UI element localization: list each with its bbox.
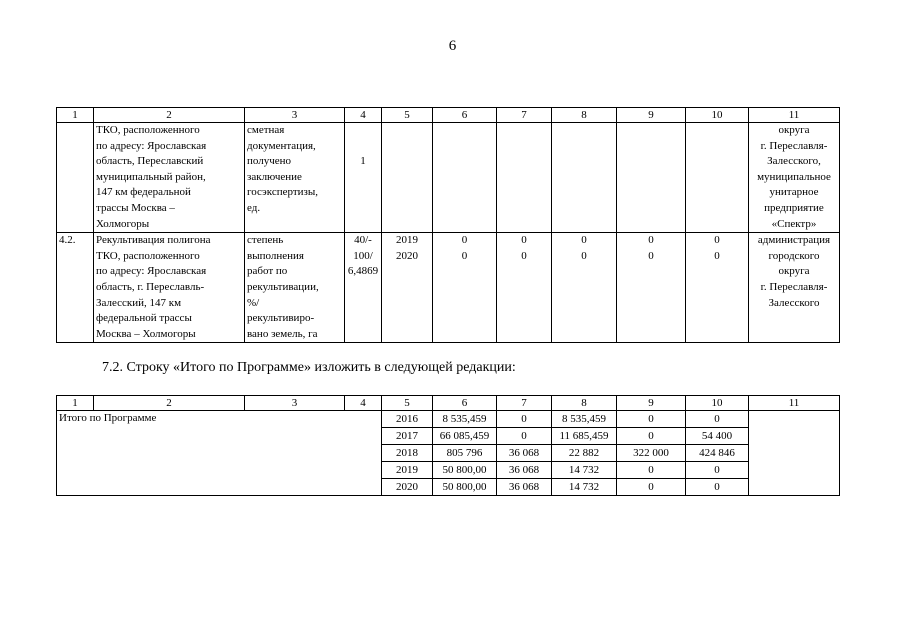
column-header: 2	[94, 396, 245, 411]
column-header: 3	[245, 396, 345, 411]
amount-cell: 0	[617, 428, 686, 445]
amount-cell: 54 400	[686, 428, 749, 445]
year-cell: 2019	[382, 462, 433, 479]
table-header-row	[57, 108, 840, 123]
column-header: 6	[433, 108, 497, 123]
amount-cell: 424 846	[686, 445, 749, 462]
amount-cell: 22 882	[552, 445, 617, 462]
column-header: 5	[382, 396, 433, 411]
column-header: 6	[433, 396, 497, 411]
table-header-row	[57, 396, 840, 411]
column-header: 11	[749, 396, 840, 411]
amount-cell: 0	[686, 411, 749, 428]
year-cell: 2020	[382, 479, 433, 496]
program-activities-table	[56, 107, 840, 343]
amount-cell: 11 685,459	[552, 428, 617, 445]
activity-name-cell: Рекультивация полигона ТКО, расположенного по адресу: Ярославская область, г. Переславль- Залесский, 147 км федеральной трассы Москва – Холмогоры	[94, 233, 245, 343]
year-cell: 2017	[382, 428, 433, 445]
table-row	[57, 123, 840, 233]
column-header: 1	[57, 108, 94, 123]
column-header: 11	[749, 108, 840, 123]
amount-cell: 0	[686, 462, 749, 479]
amount-cell	[617, 123, 686, 233]
row-number-cell	[57, 123, 94, 233]
year-cell: 2018	[382, 445, 433, 462]
amount-cell: 36 068	[497, 462, 552, 479]
amount-cell	[433, 123, 497, 233]
column-header: 8	[552, 396, 617, 411]
amount-cell: 0	[617, 411, 686, 428]
column-header: 10	[686, 396, 749, 411]
year-cell: 2016	[382, 411, 433, 428]
executor-cell: округа г. Переславля- Залесского, муниципальное унитарное предприятие «Спектр»	[749, 123, 840, 233]
amount-cell: 14 732	[552, 462, 617, 479]
amount-cell	[686, 123, 749, 233]
amount-cell: 8 535,459	[552, 411, 617, 428]
amount-cell: 0 0	[617, 233, 686, 343]
amount-cell: 0	[617, 479, 686, 496]
amount-cell: 0 0	[552, 233, 617, 343]
amount-cell: 805 796	[433, 445, 497, 462]
amount-cell: 50 800,00	[433, 462, 497, 479]
column-header: 5	[382, 108, 433, 123]
amount-cell: 0	[497, 428, 552, 445]
column-header: 1	[57, 396, 94, 411]
amount-cell: 0	[617, 462, 686, 479]
column-header: 7	[497, 108, 552, 123]
year-cell: 2019 2020	[382, 233, 433, 343]
column-header: 4	[345, 396, 382, 411]
executor-cell: администрация городского округа г. Переславля- Залесского	[749, 233, 840, 343]
column-header: 3	[245, 108, 345, 123]
amount-cell: 322 000	[617, 445, 686, 462]
program-total-label: Итого по Программе	[57, 411, 382, 496]
year-cell	[382, 123, 433, 233]
indicator-value-cell: 1	[345, 123, 382, 233]
amount-cell: 0 0	[686, 233, 749, 343]
amount-cell: 8 535,459	[433, 411, 497, 428]
amount-cell: 0 0	[497, 233, 552, 343]
amount-cell	[552, 123, 617, 233]
amount-cell: 66 085,459	[433, 428, 497, 445]
indicator-value-cell: 40/- 100/ 6,4869	[345, 233, 382, 343]
column-header: 8	[552, 108, 617, 123]
column-header: 9	[617, 396, 686, 411]
amount-cell: 0	[686, 479, 749, 496]
indicator-cell: степень выполнения работ по рекультивации, %/ рекультивиро- вано земель, га	[245, 233, 345, 343]
page-number: 6	[448, 38, 457, 54]
table-row	[57, 233, 840, 343]
column-header: 2	[94, 108, 245, 123]
activity-name-cell: ТКО, расположенного по адресу: Ярославская область, Переславский муниципальный район, 147 км федеральной трассы Москва – Холмогоры	[94, 123, 245, 233]
row-number-cell: 4.2.	[57, 233, 94, 343]
column-header: 4	[345, 108, 382, 123]
amount-cell: 0 0	[433, 233, 497, 343]
amount-cell: 36 068	[497, 479, 552, 496]
amount-cell: 14 732	[552, 479, 617, 496]
indicator-cell: сметная документация, получено заключение госэкспертизы, ед.	[245, 123, 345, 233]
amount-cell	[497, 123, 552, 233]
column-header: 9	[617, 108, 686, 123]
executor-cell	[749, 411, 840, 496]
table-row	[57, 411, 840, 428]
section-instruction: 7.2. Строку «Итого по Программе» изложить в следующей редакции:	[102, 360, 516, 375]
column-header: 10	[686, 108, 749, 123]
program-total-table	[56, 395, 840, 496]
amount-cell: 50 800,00	[433, 479, 497, 496]
amount-cell: 36 068	[497, 445, 552, 462]
column-header: 7	[497, 396, 552, 411]
amount-cell: 0	[497, 411, 552, 428]
